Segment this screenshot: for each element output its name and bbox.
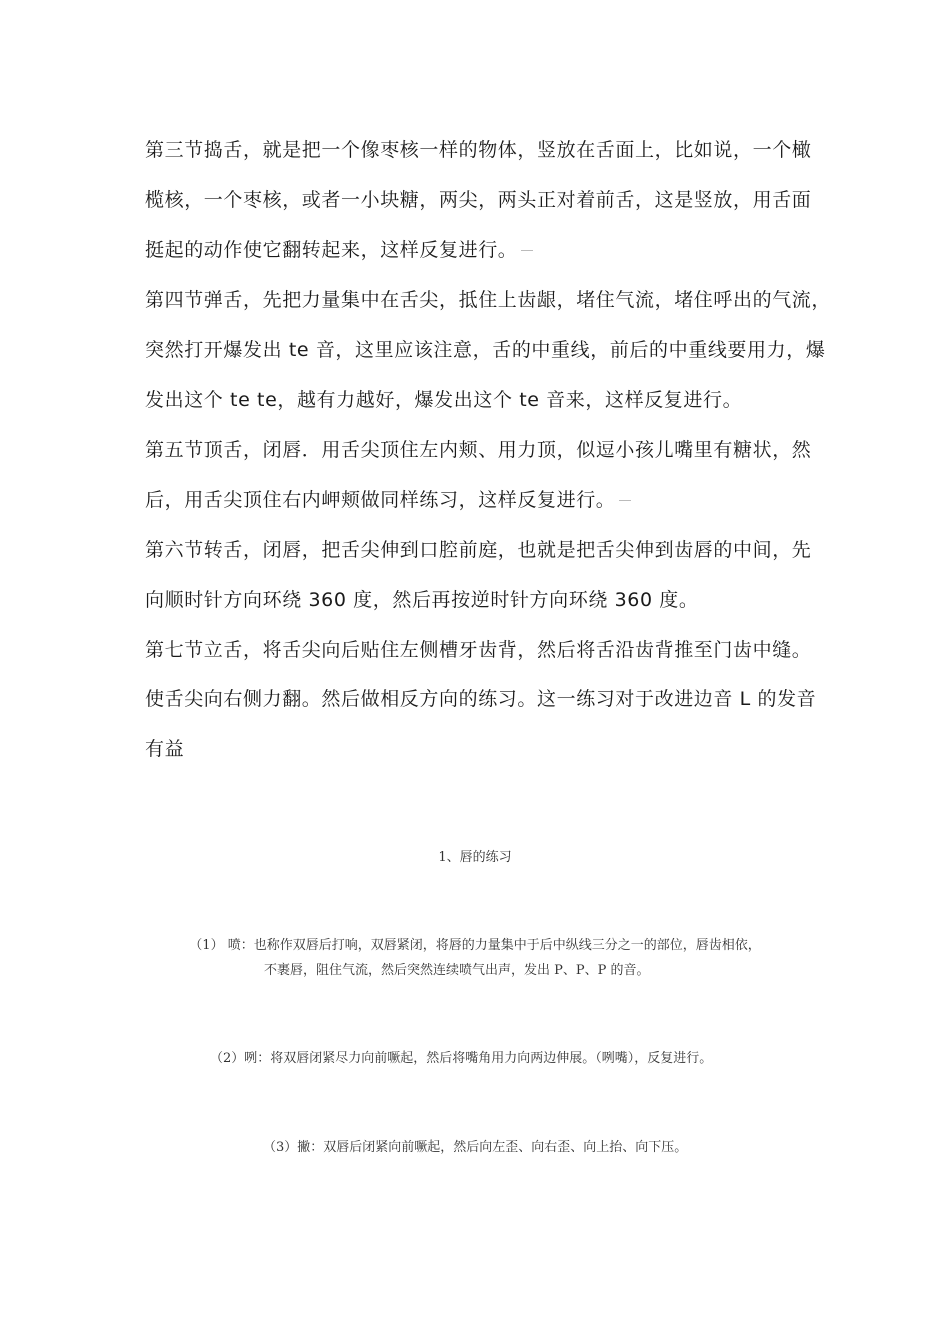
text-line: 发出这个 te te，越有力越好，爆发出这个 te 音来，这样反复进行。 (145, 389, 743, 411)
text-line: （1） 喷：也称作双唇后打响，双唇紧闭，将唇的力量集中于后中纵线三分之一的部位，唇齿相依， (189, 938, 761, 953)
text-line: 有益 (145, 738, 185, 760)
text-line: 第五节顶舌，闭唇．用舌尖顶住左内颊、用力顶，似逗小孩儿嘴里有糖状，然 (145, 439, 812, 461)
text-line: 不裹唇，阻住气流，然后突然连续喷气出声，发出 P、P、P 的音。 (264, 963, 650, 978)
section-heading: 1、唇的练习 (438, 850, 512, 865)
underline-mark (619, 500, 631, 501)
text-line: 第四节弹舌，先把力量集中在舌尖，抵住上齿龈，堵住气流，堵住呼出的气流， (145, 289, 832, 311)
text-line-wrapper (145, 487, 631, 513)
text-line: 向顺时针方向环绕 360 度，然后再按逆时针方向环绕 360 度。 (145, 589, 699, 611)
text-line: 突然打开爆发出 te 音，这里应该注意，舌的中重线，前后的中重线要用力，爆 (145, 339, 826, 361)
text-line: （3）撇：双唇后闭紧向前噘起，然后向左歪、向右歪、向上抬、向下压。 (263, 1140, 688, 1155)
text-line: 第七节立舌，将舌尖向后贴住左侧槽牙齿背，然后将舌沿齿背推至门齿中缝。 (145, 639, 812, 661)
text-line: （2）咧：将双唇闭紧尽力向前噘起，然后将嘴角用力向两边伸展。（咧嘴），反复进行。 (210, 1051, 713, 1066)
text-line-wrapper (145, 237, 533, 263)
text-line: 后，用舌尖顶住右内岬颊做同样练习，这样反复进行。 (145, 489, 616, 511)
text-line: 第六节转舌，闭唇，把舌尖伸到口腔前庭，也就是把舌尖伸到齿唇的中间，先 (145, 539, 812, 561)
text-line: 挺起的动作使它翻转起来，这样反复进行。 (145, 239, 518, 261)
text-line: 使舌尖向右侧力翻。然后做相反方向的练习。这一练习对于改进边音 L 的发音 (145, 688, 817, 710)
underline-mark (521, 250, 533, 251)
text-line: 第三节捣舌，就是把一个像枣核一样的物体，竖放在舌面上，比如说，一个橄 (145, 139, 812, 161)
text-line: 榄核，一个枣核，或者一小块糖，两尖，两头正对着前舌，这是竖放，用舌面 (145, 189, 812, 211)
